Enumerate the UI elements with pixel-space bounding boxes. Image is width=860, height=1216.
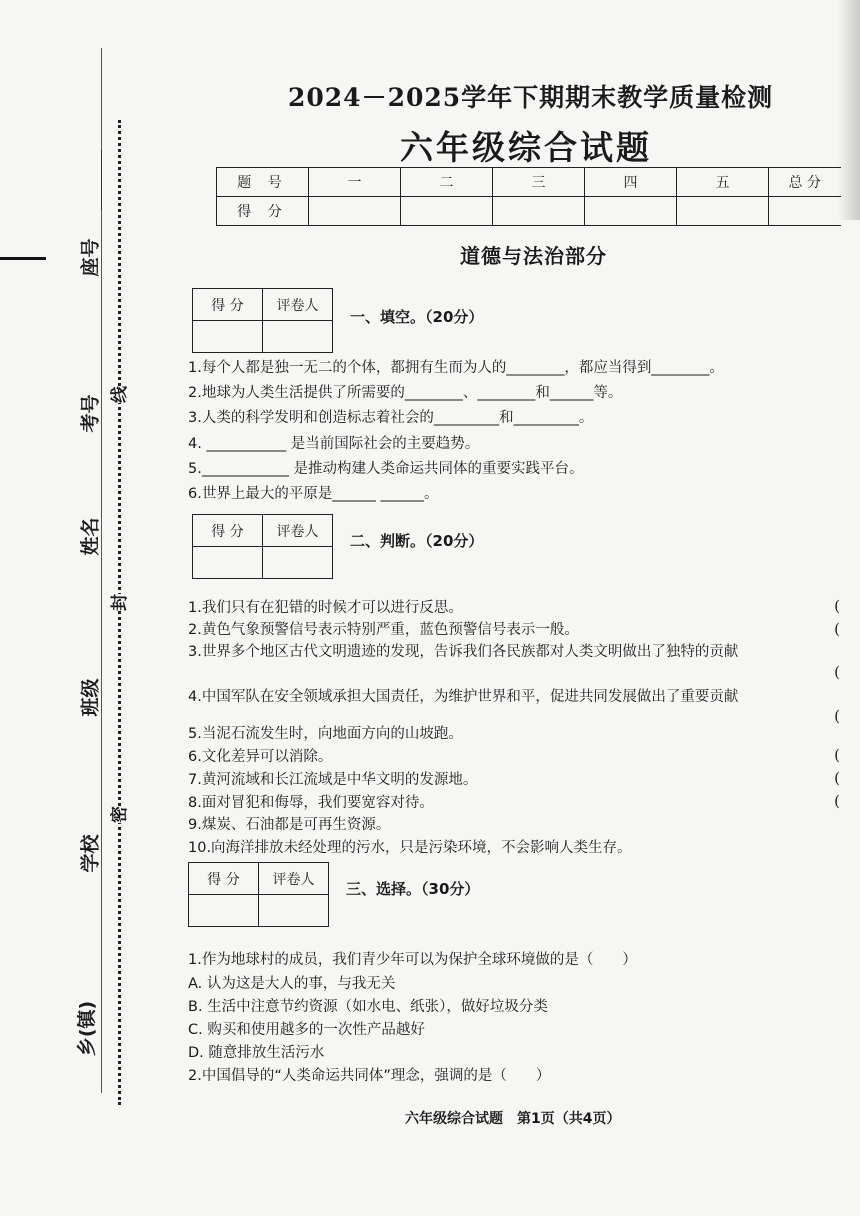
seat-number-label: 座号 [79,238,102,277]
column-1: 一 [309,168,401,197]
score-cell[interactable] [309,197,401,226]
part3-q1-option-c: C. 购买和使用越多的一次性产品越好 [188,1022,425,1038]
part1-question-2: 2.地球为人类生活提供了所需要的________、________和______等。 [188,385,623,401]
part3-question-2: 2.中国倡导的“人类命运共同体”理念，强调的是（ ） [188,1068,551,1084]
name-label: 姓名 [79,517,102,556]
score-cell[interactable] [401,197,493,226]
score-table [216,167,841,226]
part3-q1-option-b: B. 生活中注意节约资源（如水电、纸张），做好垃圾分类 [188,999,548,1015]
part2-question-3: 3.世界多个地区古代文明遗迹的发现，告诉我们各民族都对人类文明做出了独特的贡献 [188,644,739,660]
score-cell-total[interactable] [769,197,841,226]
town-label: 乡(镇) [76,1000,99,1057]
part2-question-1: 1.我们只有在犯错的时候才可以进行反思。 [188,600,463,616]
page-footer: 六年级综合试题 第1页（共4页） [405,1111,621,1127]
grader-score-cell[interactable] [193,321,263,353]
score-table-header-row [217,168,841,197]
part2-question-7: 7.黄河流域和长江流域是中华文明的发源地。 [188,772,478,788]
exam-number-label: 考号 [79,394,102,433]
part3-q1-option-d: D. 随意排放生活污水 [188,1045,325,1061]
grader-box-1 [192,288,333,353]
seat-number-blank [101,150,102,210]
answer-paren[interactable]: ( [834,792,840,810]
part2-question-6: 6.文化差异可以消除。 [188,749,333,765]
grader-name-label: 评卷人 [263,289,333,321]
column-total: 总 分 [769,168,841,197]
grader-score-cell[interactable] [189,895,259,927]
part1-question-5: 5.____________ 是推动构建人类命运共同体的重要实践平台。 [188,461,584,477]
grader-box-3 [188,862,329,927]
grader-score-label: 得 分 [193,515,263,547]
part1-heading: 一、填空。（20分） [350,308,484,326]
school-label: 学校 [79,834,102,873]
part1-question-4: 4. ___________ 是当前国际社会的主要趋势。 [188,436,480,452]
answer-paren[interactable]: ( [834,620,840,638]
part1-question-6: 6.世界上最大的平原是______ ______。 [188,486,439,502]
column-5: 五 [677,168,769,197]
score-cell[interactable] [677,197,769,226]
answer-paren[interactable]: ( [834,769,840,787]
grader-name-cell[interactable] [259,895,329,927]
grader-name-cell[interactable] [263,321,333,353]
question-number-label: 题 号 [217,168,309,197]
paper-title: 六年级综合试题 [400,128,652,167]
grader-score-label: 得 分 [189,863,259,895]
part3-question-1: 1.作为地球村的成员，我们青少年可以为保护全球环境做的是（ ） [188,952,637,968]
part2-question-2: 2.黄色气象预警信号表示特别严重，蓝色预警信号表示一般。 [188,622,579,638]
part2-question-8: 8.面对冒犯和侮辱，我们要宽容对待。 [188,795,434,811]
score-table-score-row [217,197,841,226]
answer-paren[interactable]: ( [834,707,840,725]
seal-secret-char: 密 [105,806,130,823]
part1-question-3: 3.人类的科学发明和创造标志着社会的_________和_________。 [188,410,594,426]
column-2: 二 [401,168,493,197]
seal-line-char: 线 [105,386,130,403]
part2-question-5: 5.当泥石流发生时，向地面方向的山坡跑。 [188,726,463,742]
edge-mark [0,257,46,260]
grader-score-cell[interactable] [193,547,263,579]
cut-line [118,120,121,1105]
answer-paren[interactable]: ( [834,597,840,615]
grader-score-label: 得 分 [193,289,263,321]
section-title: 道德与法治部分 [460,244,607,268]
exam-page [180,0,860,1216]
column-4: 四 [585,168,677,197]
grader-name-label: 评卷人 [263,515,333,547]
grader-box-2 [192,514,333,579]
part1-question-1: 1.每个人都是独一无二的个体，都拥有生而为人的________，都应当得到________。 [188,360,724,376]
score-label: 得 分 [217,197,309,226]
part3-heading: 三、选择。（30分） [346,880,480,898]
answer-paren[interactable]: ( [834,663,840,681]
class-label: 班级 [79,678,102,717]
part2-question-9: 9.煤炭、石油都是可再生资源。 [188,817,391,833]
seal-seal-char: 封 [105,594,130,611]
score-cell[interactable] [585,197,677,226]
column-3: 三 [493,168,585,197]
grader-name-label: 评卷人 [259,863,329,895]
answer-paren[interactable]: ( [834,746,840,764]
grader-name-cell[interactable] [263,547,333,579]
binding-margin [0,0,140,1216]
score-cell[interactable] [493,197,585,226]
part3-q1-option-a: A. 认为这是大人的事，与我无关 [188,976,396,992]
part2-question-4: 4.中国军队在安全领域承担大国责任，为维护世界和平，促进共同发展做出了重要贡献 [188,689,739,705]
exam-title: 2024－2025学年下期期末教学质量检测 [288,83,774,112]
part2-question-10: 10.向海洋排放未经处理的污水，只是污染环境，不会影响人类生存。 [188,840,632,856]
part2-heading: 二、判断。（20分） [350,532,484,550]
